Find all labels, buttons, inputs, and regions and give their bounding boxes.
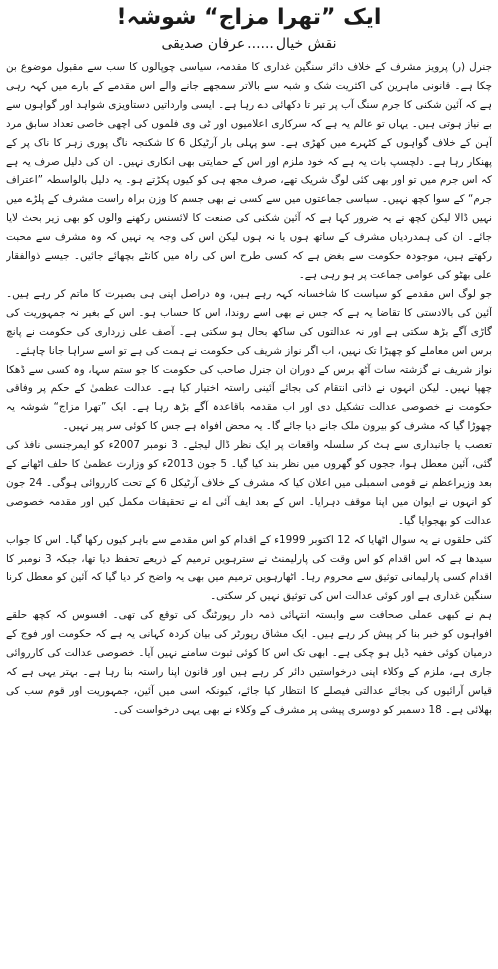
body-paragraph: ہم نے کبھی عملی صحافت سے وابستہ انتہائی ذمہ دار رپورٹنگ کی توقع کی تھی۔ افسوس کہ کچھ حلقے افواہوں کو خبر بنا کر پیش کر رہے ہیں۔ ایک مشاق رپورٹر کی بیان کردہ کہانی یہ ہے کہ حکومت اور فوج کے درمیان کوئی خفیہ ڈیل ہو چکی ہے۔ ابھی تک اس کا کوئی ثبوت سامنے نہیں آیا۔ خصوصی عدالت کی کارروائی جاری ہے، ملزم کے وکلاء اپنی درخواستیں دائر کر رہے ہیں اور قانون اپنا راستہ بنا رہا ہے۔ بہتر یہی ہے کہ قیاس آرائیوں کی بجائے عدالتی فیصلے کا انتظار کیا جائے، کیونکہ اسی میں آئین، جمہوریت اور قوم سب کی بھلائی ہے۔ 18 دسمبر کو دوسری پیشی پر مشرف کے وکلاء نے بھی یہی درخواست کی۔	[6, 609, 492, 716]
body-paragraph: کئی حلقوں نے یہ سوال اٹھایا کہ 12 اکتوبر 1999ء کے اقدام کو اس مقدمے سے باہر کیوں رکھا گیا۔ اس کا جواب سیدھا ہے کہ اس اقدام کو اس وقت کی پارلیمنٹ نے سترہویں ترمیم کے ذریعے تحفظ دیا تھا، جبکہ 3 نومبر کا اقدام کسی پارلیمانی توثیق سے محروم رہا۔ اٹھارہویں ترمیم میں بھی یہ واضح کر دیا گیا کہ آئین کو معطل کرنا سنگین غداری ہے اور کوئی عدالت اس کی توثیق نہیں کر سکتی۔	[6, 533, 492, 603]
body-paragraph: نواز شریف نے گزشتہ سات آٹھ برس کے دوران ان جنرل صاحب کی حکومت کا جو ستم سہا، وہ کسی سے ڈھکا چھپا نہیں۔ لیکن انہوں نے ذاتی انتقام کی بجائے آئینی راستہ اختیار کیا ہے۔ عدالت عظمیٰ کے حکم پر وفاقی حکومت نے خصوصی عدالت تشکیل دی اور اب مقدمہ باقاعدہ آگے بڑھ رہا ہے۔ ایک ”تھرا مزاج“ شوشہ یہ چھوڑا گیا کہ مشرف کو بیرون ملک جانے دیا جائے گا۔ یہ محض افواہ ہے جس کا کوئی سر پیر نہیں۔	[6, 363, 492, 433]
article-body	[6, 58, 492, 968]
body-paragraph: جنرل (ر) پرویز مشرف کے خلاف دائر سنگین غداری کا مقدمہ، سیاسی چوپالوں کا سب سے مقبول موضوع بن چکا ہے۔ قانونی ماہرین کی اکثریت شک و شبہ سے بالاتر سمجھے جانے والے اس مقدمے کے بارے میں کہہ رہی ہے کہ آئین شکنی کا جرم سنگ آب پر تیر تا دکھائی دے رہا ہے۔ ایسی وارداتیں دستاویزی شواہد اور گواہوں سے بے نیاز ہوتی ہیں۔ یہاں تو عالم یہ ہے کہ سرکاری اعلامیوں اور ٹی وی فلموں کی اچھی خاصی تعداد سابق مرد آہن کے خلاف گواہوں کے کٹہرے میں کھڑی ہے۔ سو پہلی بار آرٹیکل 6 کا شکنجہ ناگ پوری زہر کا ناک پر کے پھنکار رہا ہے۔ دلچسپ بات یہ ہے کہ خود ملزم اور اس کے حمایتی بھی انکاری نہیں۔ ان کی دلیل صرف یہ ہے کہ اس جرم میں تو اور بھی کئی لوگ شریک تھے، صرف مجھ ہی کو کیوں پکڑتے ہو۔ یہ دلیل بالواسطہ ”اعتراف جرم“ کے سوا کچھ نہیں۔ سیاسی جماعتوں میں سے کسی نے بھی جسم کا وزن براہ راست مشرف کے پلڑے میں نہیں ڈالا لیکن کچھ نے یہ ضرور کہا ہے کہ آئین شکنی کی صنعت کا لائسنس رکھنے والوں کو بھی زیر بحث لایا جائے۔ ان کی ہمدردیاں مشرف کے ساتھ ہوں یا نہ ہوں لیکن اس کی وجہ یہ نہیں کہ وہ مشرف سے محبت رکھتے ہیں، موجودہ حکومت سے بغض ہے کہ کسی طرح اس کی راہ میں کانٹے بچھائے جائیں۔ جیسے ذوالفقار علی بھٹو کی عوامی جماعت پر ہو رہی ہے۔	[6, 61, 492, 281]
body-paragraph: جو لوگ اس مقدمے کو سیاست کا شاخسانہ کہہ رہے ہیں، وہ دراصل اپنی ہی بصیرت کا ماتم کر رہے ہیں۔ آئین کی بالادستی کا تقاضا یہ ہے کہ جس نے بھی اسے روندا، اس کا حساب ہو۔ اس کے بغیر نہ جمہوریت کی گاڑی آگے بڑھ سکتی ہے اور نہ عدالتوں کی ساکھ بحال ہو سکتی ہے۔ آصف علی زرداری کی حکومت نے پانچ برس اس معاملے کو چھیڑا تک نہیں، اب اگر نواز شریف کی حکومت نے ہمت کی ہے تو اسے سراہا جانا چاہئے۔	[6, 287, 492, 357]
byline-separator: ......	[247, 36, 274, 52]
article-byline	[6, 34, 492, 56]
column-name: نقش خیال	[275, 36, 337, 52]
author-name: عرفان صدیقی	[161, 36, 246, 52]
article-headline: ایک ”تھرا مزاج“ شوشہ!	[116, 5, 382, 30]
body-paragraph: تعصب یا جانبداری سے ہٹ کر سلسلہ واقعات پر ایک نظر ڈال لیجئے۔ 3 نومبر 2007ء کو ایمرجنسی نافذ کی گئی، آئین معطل ہوا، ججوں کو گھروں میں نظر بند کیا گیا۔ 5 جون 2013ء کو وزارت عظمیٰ کا حلف اٹھانے کے بعد وزیراعظم نے قومی اسمبلی میں اعلان کیا کہ مشرف کے خلاف آرٹیکل 6 کے تحت کارروائی ہوگی۔ 24 جون کو انہوں نے ایوان میں اپنا موقف دہرایا۔ اس کے بعد ایف آئی اے نے تحقیقات مکمل کیں اور مقدمہ خصوصی عدالت کو بھجوایا گیا۔	[6, 439, 492, 527]
